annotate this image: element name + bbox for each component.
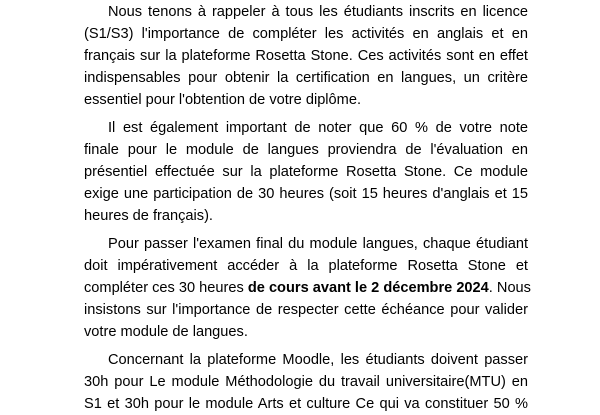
text-line: S1 et 30h pour le module Arts et culture Ce qui va constituer 50 % — [84, 396, 528, 412]
paragraph-moodle — [84, 349, 528, 415]
paragraph-rosetta-reminder — [84, 1, 528, 111]
deadline-emphasis: de cours avant le 2 décembre 2024 — [247, 280, 489, 296]
text-line: doit impérativement accéder à la plateforme Rosetta Stone et — [84, 258, 528, 274]
text-line: français sur la plateforme Rosetta Stone. Ces activités sont en effet — [84, 48, 528, 64]
text-line: Concernant la plateforme Moodle, les étudiants doivent passer — [108, 352, 528, 368]
text-line-deadline — [84, 277, 531, 299]
text-line: heures de français). — [84, 208, 213, 224]
text-run: compléter ces 30 heures — [84, 280, 248, 296]
text-run: . Nous — [488, 280, 531, 296]
paragraph-final-exam — [84, 233, 531, 343]
text-line: présentiel effectuée sur la plateforme Rosetta Stone. Ce module — [84, 164, 528, 180]
text-line: Pour passer l'examen final du module langues, chaque étudiant — [108, 236, 528, 252]
text-line: insistons sur l'importance de respecter cette échéance pour valider — [84, 302, 528, 318]
text-line: (S1/S3) l'importance de compléter les activités en anglais et en — [84, 26, 528, 42]
text-line: indispensables pour obtenir la certification en langues, un critère — [84, 70, 528, 86]
paragraph-grade-share — [84, 117, 528, 227]
text-line: votre module de langues. — [84, 324, 248, 340]
text-line: Nous tenons à rappeler à tous les étudiants inscrits en licence — [108, 4, 528, 20]
text-line: exige une participation de 30 heures (soit 15 heures d'anglais et 15 — [84, 186, 528, 202]
text-line: 30h pour Le module Méthodologie du travail universitaire(MTU) en — [84, 374, 528, 390]
text-line: finale pour le module de langues proviendra de l'évaluation en — [84, 142, 528, 158]
text-line: essentiel pour l'obtention de votre diplôme. — [84, 92, 361, 108]
text-line: Il est également important de noter que 60 % de votre note — [108, 120, 528, 136]
